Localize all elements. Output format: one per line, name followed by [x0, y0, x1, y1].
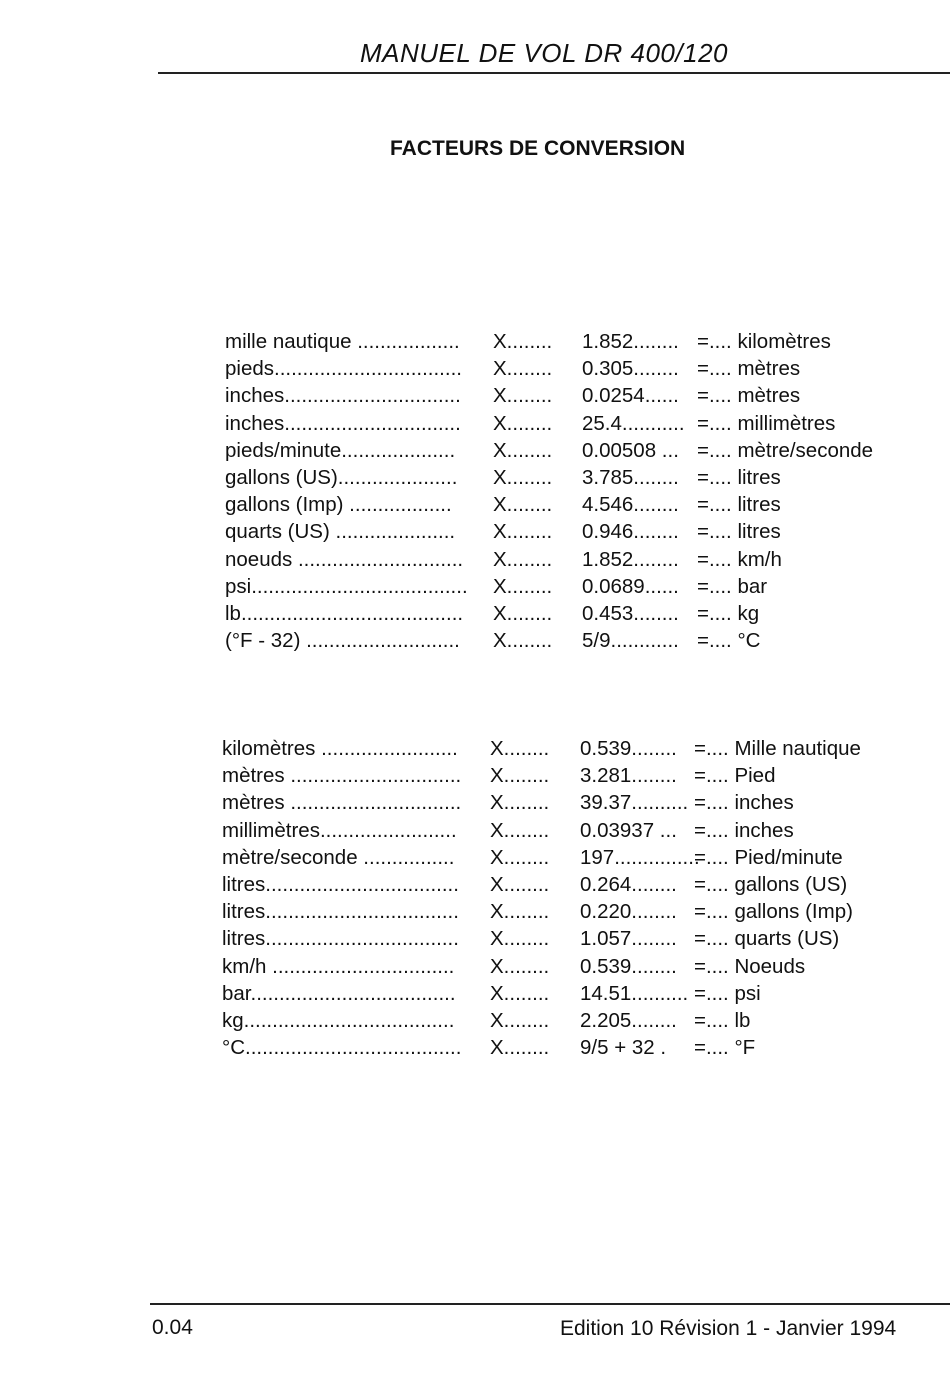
unit-to: =.... bar [697, 574, 768, 598]
multiply-sign: X........ [493, 330, 553, 353]
unit-to: =.... Pied [694, 764, 776, 788]
unit-to: =.... mètre/seconde [697, 438, 874, 462]
unit-to: =.... inches [694, 791, 794, 815]
unit-from: inches............................... [225, 411, 461, 435]
conversion-factor: 0.0689...... [582, 574, 679, 598]
unit-to: =.... Noeuds [694, 954, 806, 978]
conversion-factor: 2.205........ [580, 1008, 677, 1032]
conversion-factor: 0.539........ [580, 954, 677, 978]
conversion-factor: 0.00508 ... [582, 438, 679, 462]
footer-divider [150, 1303, 950, 1305]
conversion-row [0, 735, 950, 762]
conversion-row [0, 627, 950, 654]
conversion-row [0, 491, 950, 518]
multiply-sign: X........ [490, 927, 550, 951]
unit-to: =.... Mille nautique [694, 737, 861, 760]
conversion-row [0, 1007, 950, 1034]
conversion-factor: 5/9............ [582, 629, 679, 653]
unit-to: =.... millimètres [697, 411, 836, 435]
conversion-row [0, 871, 950, 898]
unit-from: mètre/seconde ................ [222, 845, 455, 869]
multiply-sign: X........ [493, 574, 553, 598]
edition-info: Edition 10 Révision 1 - Janvier 1994 [560, 1317, 897, 1340]
unit-from: kg..................................... [222, 1008, 455, 1032]
multiply-sign: X........ [490, 1008, 550, 1032]
unit-from: bar.................................... [222, 981, 456, 1005]
unit-to: =.... mètres [697, 384, 801, 408]
conversion-factor: 9/5 + 32 . [580, 1036, 667, 1060]
multiply-sign: X........ [490, 764, 550, 788]
multiply-sign: X........ [490, 981, 550, 1005]
unit-to: =.... litres [697, 493, 781, 517]
unit-from: kilomètres ........................ [222, 737, 458, 760]
conversion-factor: 0.264........ [580, 872, 677, 896]
conversion-factor: 0.0254...... [582, 384, 679, 408]
multiply-sign: X........ [493, 520, 553, 544]
multiply-sign: X........ [493, 411, 553, 435]
unit-to: =.... km/h [697, 547, 782, 571]
header-divider [158, 72, 950, 74]
unit-from: gallons (Imp) .................. [225, 493, 452, 517]
unit-to: =.... Pied/minute [694, 845, 843, 869]
conversion-row [0, 844, 950, 871]
conversion-row [0, 518, 950, 545]
multiply-sign: X........ [490, 791, 550, 815]
multiply-sign: X........ [493, 438, 553, 462]
page-header-title: MANUEL DE VOL DR 400/120 [360, 38, 728, 68]
conversion-factor: 25.4........... [582, 411, 685, 435]
unit-to: =.... mètres [697, 357, 801, 381]
conversion-row [0, 546, 950, 573]
conversion-factor: 1.852........ [582, 330, 679, 353]
page-number: 0.04 [152, 1316, 193, 1339]
conversion-factor: 39.37.......... [580, 791, 689, 815]
conversion-factor: 0.03937 ... [580, 818, 677, 842]
conversion-factor: 1.057........ [580, 927, 677, 951]
unit-to: =.... litres [697, 465, 781, 489]
unit-to: =.... gallons (Imp) [694, 900, 853, 924]
conversion-row [0, 817, 950, 844]
conversion-row [0, 762, 950, 789]
unit-to: =.... kg [697, 601, 760, 625]
unit-from: gallons (US)..................... [225, 465, 458, 489]
conversion-row [0, 410, 950, 437]
conversion-row [0, 437, 950, 464]
conversion-table-to-metric [0, 328, 950, 654]
unit-from: litres.................................. [222, 900, 459, 924]
unit-to: =.... °C [697, 629, 761, 653]
conversion-row [0, 789, 950, 816]
conversion-row [0, 328, 950, 355]
unit-from: lb....................................... [225, 601, 464, 625]
conversion-factor: 3.281........ [580, 764, 677, 788]
conversion-row [0, 925, 950, 952]
conversion-factor: 3.785........ [582, 465, 679, 489]
conversion-factor: 0.946........ [582, 520, 679, 544]
conversion-row [0, 980, 950, 1007]
unit-to: =.... °F [694, 1036, 756, 1060]
conversion-row [0, 600, 950, 627]
conversion-row [0, 464, 950, 491]
conversion-factor: 0.539........ [580, 737, 677, 760]
conversion-factor: 197............... [580, 845, 700, 869]
conversion-factor: 1.852........ [582, 547, 679, 571]
conversion-row [0, 573, 950, 600]
unit-from: mètres .............................. [222, 791, 462, 815]
multiply-sign: X........ [493, 493, 553, 517]
conversion-factor: 0.305........ [582, 357, 679, 381]
conversion-factor: 0.453........ [582, 601, 679, 625]
unit-to: =.... kilomètres [697, 330, 831, 353]
conversion-factor: 14.51.......... [580, 981, 689, 1005]
unit-to: =.... lb [694, 1008, 751, 1032]
conversion-row [0, 355, 950, 382]
multiply-sign: X........ [490, 818, 550, 842]
unit-from: millimètres........................ [222, 818, 457, 842]
multiply-sign: X........ [490, 954, 550, 978]
unit-from: inches............................... [225, 384, 461, 408]
conversion-table-from-metric [0, 735, 950, 1061]
unit-from: pieds/minute.................... [225, 438, 456, 462]
unit-from: km/h ................................ [222, 954, 455, 978]
multiply-sign: X........ [493, 465, 553, 489]
unit-from: (°F - 32) ........................... [225, 629, 460, 653]
unit-from: °C...................................... [222, 1036, 462, 1060]
unit-from: litres.................................. [222, 927, 459, 951]
unit-to: =.... psi [694, 981, 761, 1005]
unit-to: =.... litres [697, 520, 781, 544]
unit-from: noeuds ............................. [225, 547, 464, 571]
conversion-factor: 0.220........ [580, 900, 677, 924]
unit-from: psi...................................... [225, 574, 468, 598]
multiply-sign: X........ [493, 357, 553, 381]
unit-from: litres.................................. [222, 872, 459, 896]
multiply-sign: X........ [493, 547, 553, 571]
unit-from: pieds................................. [225, 357, 462, 381]
unit-to: =.... inches [694, 818, 794, 842]
multiply-sign: X........ [490, 900, 550, 924]
multiply-sign: X........ [490, 1036, 550, 1060]
unit-from: quarts (US) ..................... [225, 520, 456, 544]
conversion-factor: 4.546........ [582, 493, 679, 517]
multiply-sign: X........ [493, 384, 553, 408]
conversion-row [0, 953, 950, 980]
unit-to: =.... quarts (US) [694, 927, 840, 951]
multiply-sign: X........ [490, 737, 550, 760]
section-title: FACTEURS DE CONVERSION [390, 137, 686, 160]
multiply-sign: X........ [490, 872, 550, 896]
conversion-row [0, 1034, 950, 1061]
unit-from: mètres .............................. [222, 764, 462, 788]
conversion-row [0, 898, 950, 925]
unit-to: =.... gallons (US) [694, 872, 848, 896]
conversion-row [0, 382, 950, 409]
multiply-sign: X........ [493, 601, 553, 625]
unit-from: mille nautique .................. [225, 330, 460, 353]
multiply-sign: X........ [490, 845, 550, 869]
multiply-sign: X........ [493, 629, 553, 653]
